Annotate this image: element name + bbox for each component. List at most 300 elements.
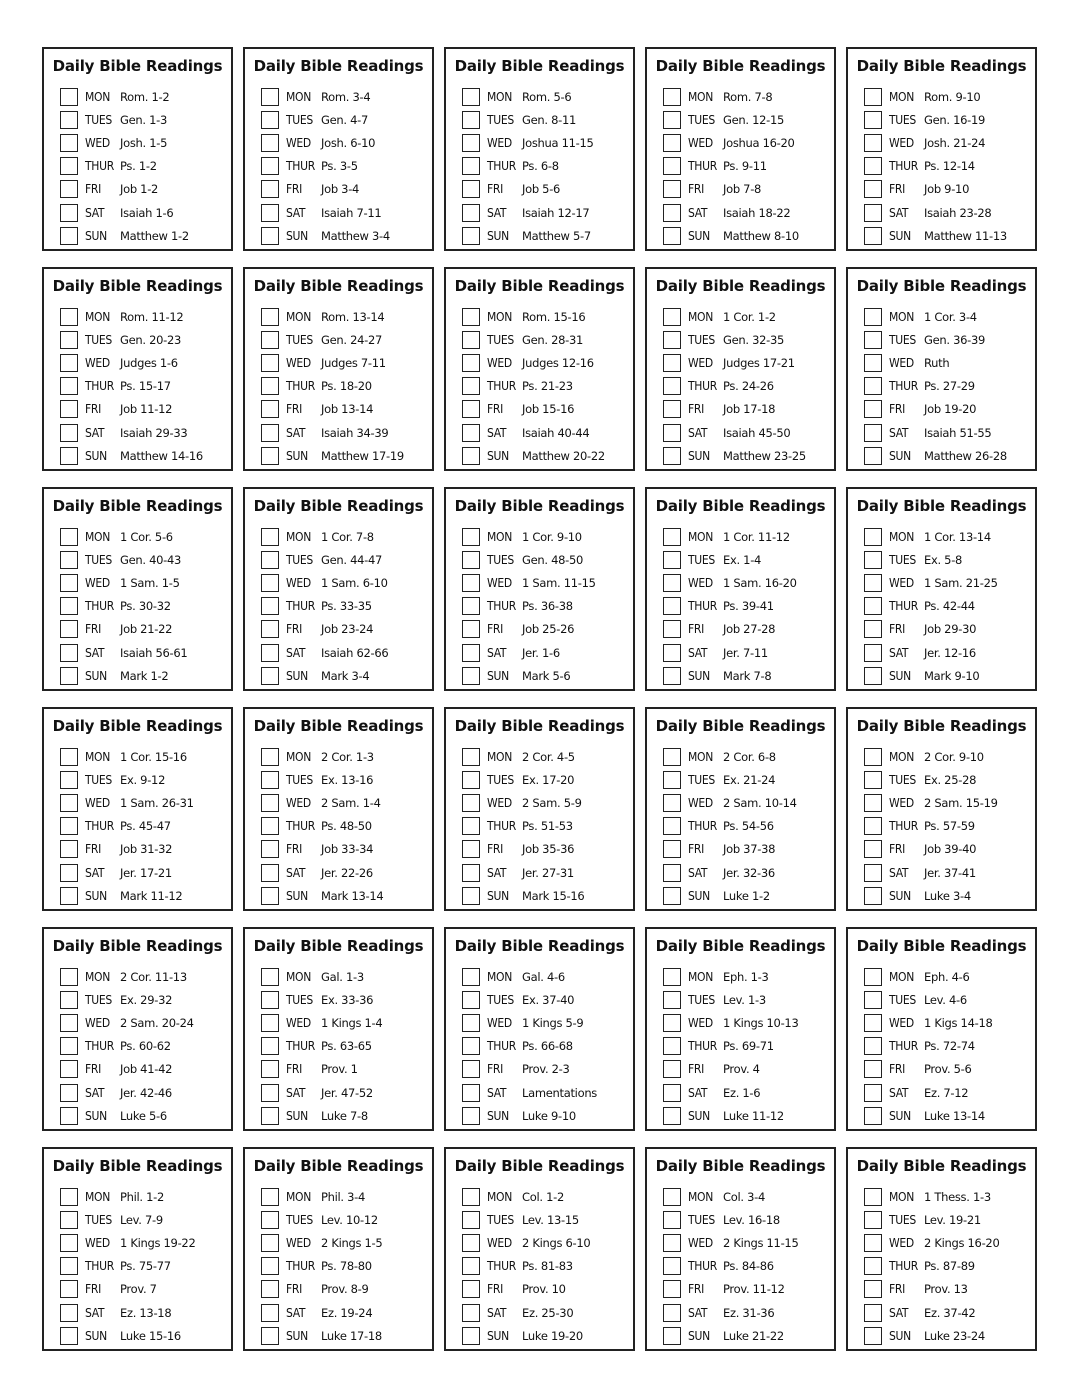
checkbox[interactable] — [864, 157, 882, 175]
checkbox[interactable] — [60, 157, 78, 175]
checkbox[interactable] — [60, 1257, 78, 1275]
checkbox[interactable] — [462, 1234, 480, 1252]
checkbox[interactable] — [864, 447, 882, 465]
checkbox[interactable] — [462, 748, 480, 766]
reading-reference: Ps. 27-29 — [924, 379, 975, 394]
checkbox[interactable] — [60, 528, 78, 546]
reading-row — [261, 791, 432, 814]
checkbox[interactable] — [462, 991, 480, 1009]
reading-row — [462, 745, 633, 768]
reading-reference: Job 9-10 — [924, 182, 970, 197]
reading-row — [663, 305, 834, 328]
checkbox[interactable] — [60, 1084, 78, 1102]
reading-row — [60, 988, 231, 1011]
checkbox[interactable] — [663, 204, 681, 222]
reading-row — [663, 1324, 834, 1347]
checkbox[interactable] — [60, 1304, 78, 1322]
checkbox[interactable] — [663, 331, 681, 349]
reading-row — [60, 1208, 231, 1231]
checkbox[interactable] — [462, 1084, 480, 1102]
checkbox[interactable] — [60, 1014, 78, 1032]
checkbox[interactable] — [864, 644, 882, 662]
checkbox[interactable] — [864, 331, 882, 349]
checkbox[interactable] — [864, 597, 882, 615]
day-label: MON — [85, 1189, 110, 1204]
card-title: Daily Bible Readings — [454, 1157, 625, 1175]
checkbox[interactable] — [663, 1060, 681, 1078]
checkbox[interactable] — [60, 377, 78, 395]
reading-row — [462, 155, 633, 178]
checkbox[interactable] — [60, 88, 78, 106]
checkbox[interactable] — [261, 134, 279, 152]
checkbox[interactable] — [462, 1060, 480, 1078]
checkbox[interactable] — [663, 308, 681, 326]
checkbox[interactable] — [864, 354, 882, 372]
reading-reference: Matthew 20-22 — [522, 448, 605, 463]
checkbox[interactable] — [462, 354, 480, 372]
reading-reference: Ex. 29-32 — [120, 992, 173, 1007]
checkbox[interactable] — [462, 308, 480, 326]
day-label: FRI — [85, 842, 101, 857]
checkbox[interactable] — [462, 1327, 480, 1345]
checkbox[interactable] — [864, 771, 882, 789]
checkbox[interactable] — [663, 667, 681, 685]
reading-reference: Matthew 8-10 — [723, 228, 799, 243]
checkbox[interactable] — [462, 794, 480, 812]
checkbox[interactable] — [663, 377, 681, 395]
card-title: Daily Bible Readings — [52, 57, 223, 75]
checkbox[interactable] — [864, 227, 882, 245]
checkbox[interactable] — [261, 887, 279, 905]
checkbox[interactable] — [60, 111, 78, 129]
checkbox[interactable] — [261, 574, 279, 592]
reading-reference: Jer. 37-41 — [924, 865, 976, 880]
checkbox[interactable] — [864, 817, 882, 835]
day-label: MON — [688, 529, 713, 544]
checkbox[interactable] — [462, 551, 480, 569]
checkbox[interactable] — [261, 551, 279, 569]
checkbox[interactable] — [864, 620, 882, 638]
reading-row — [462, 421, 633, 444]
checkbox[interactable] — [864, 424, 882, 442]
checkbox[interactable] — [261, 88, 279, 106]
checkbox[interactable] — [60, 991, 78, 1009]
day-label: TUES — [286, 772, 313, 787]
checkbox[interactable] — [60, 771, 78, 789]
reading-row — [261, 1035, 432, 1058]
checkbox[interactable] — [663, 1014, 681, 1032]
checkbox[interactable] — [60, 1107, 78, 1125]
checkbox[interactable] — [864, 134, 882, 152]
day-label: SAT — [286, 1085, 306, 1100]
reading-reference: Ex. 21-24 — [723, 772, 776, 787]
checkbox[interactable] — [663, 991, 681, 1009]
checkbox[interactable] — [462, 968, 480, 986]
reading-row — [60, 1255, 231, 1278]
checkbox[interactable] — [462, 424, 480, 442]
reading-row — [864, 861, 1035, 884]
checkbox[interactable] — [261, 1280, 279, 1298]
checkbox[interactable] — [663, 447, 681, 465]
checkbox[interactable] — [864, 528, 882, 546]
checkbox[interactable] — [462, 1014, 480, 1032]
reading-reference: 2 Cor. 9-10 — [924, 749, 984, 764]
checkbox[interactable] — [60, 574, 78, 592]
day-label: WED — [487, 355, 512, 370]
checkbox[interactable] — [261, 400, 279, 418]
checkbox[interactable] — [864, 1107, 882, 1125]
reading-row — [261, 421, 432, 444]
reading-reference: Ez. 19-24 — [321, 1305, 373, 1320]
checkbox[interactable] — [462, 331, 480, 349]
checkbox[interactable] — [60, 551, 78, 569]
reading-reference: Jer. 12-16 — [924, 645, 976, 660]
checkbox[interactable] — [663, 620, 681, 638]
checkbox[interactable] — [462, 817, 480, 835]
checkbox[interactable] — [60, 1037, 78, 1055]
day-label: TUES — [889, 1212, 916, 1227]
checkbox[interactable] — [261, 157, 279, 175]
checkbox[interactable] — [864, 1037, 882, 1055]
checkbox[interactable] — [663, 771, 681, 789]
checkbox[interactable] — [864, 887, 882, 905]
checkbox[interactable] — [462, 644, 480, 662]
checkbox[interactable] — [864, 968, 882, 986]
checkbox[interactable] — [261, 968, 279, 986]
checkbox[interactable] — [864, 1211, 882, 1229]
checkbox[interactable] — [864, 574, 882, 592]
reading-reference: 1 Kings 19-22 — [120, 1235, 196, 1250]
reading-row — [462, 1011, 633, 1034]
checkbox[interactable] — [462, 574, 480, 592]
checkbox[interactable] — [462, 180, 480, 198]
checkbox[interactable] — [462, 887, 480, 905]
checkbox[interactable] — [60, 1211, 78, 1229]
checkbox[interactable] — [261, 111, 279, 129]
checkbox[interactable] — [864, 1280, 882, 1298]
checkbox[interactable] — [462, 88, 480, 106]
checkbox[interactable] — [663, 400, 681, 418]
checkbox[interactable] — [60, 1280, 78, 1298]
checkbox[interactable] — [60, 597, 78, 615]
card-title: Daily Bible Readings — [856, 57, 1027, 75]
checkbox[interactable] — [462, 620, 480, 638]
checkbox[interactable] — [462, 227, 480, 245]
checkbox[interactable] — [864, 667, 882, 685]
day-label: THUR — [889, 819, 918, 834]
checkbox[interactable] — [663, 1188, 681, 1206]
day-label: SAT — [286, 865, 306, 880]
checkbox[interactable] — [663, 597, 681, 615]
checkbox[interactable] — [60, 134, 78, 152]
checkbox[interactable] — [864, 1014, 882, 1032]
reading-row — [462, 548, 633, 571]
checkbox[interactable] — [663, 968, 681, 986]
checkbox[interactable] — [60, 667, 78, 685]
checkbox[interactable] — [663, 864, 681, 882]
day-label: SUN — [688, 448, 710, 463]
checkbox[interactable] — [261, 227, 279, 245]
checkbox[interactable] — [60, 794, 78, 812]
checkbox[interactable] — [462, 1211, 480, 1229]
checkbox[interactable] — [261, 1037, 279, 1055]
reading-reference: Gen. 12-15 — [723, 112, 785, 127]
checkbox[interactable] — [663, 134, 681, 152]
day-label: SAT — [889, 645, 909, 660]
checkbox[interactable] — [663, 1234, 681, 1252]
checkbox[interactable] — [60, 354, 78, 372]
checkbox[interactable] — [462, 134, 480, 152]
checkbox[interactable] — [864, 180, 882, 198]
reading-reference: Isaiah 23-28 — [924, 205, 992, 220]
checkbox[interactable] — [663, 1107, 681, 1125]
checkbox[interactable] — [261, 1234, 279, 1252]
checkbox[interactable] — [462, 1037, 480, 1055]
checkbox[interactable] — [60, 864, 78, 882]
checkbox[interactable] — [663, 528, 681, 546]
reading-row — [60, 595, 231, 618]
checkbox[interactable] — [864, 794, 882, 812]
day-label: FRI — [889, 1282, 905, 1297]
day-label: TUES — [487, 1212, 514, 1227]
checkbox[interactable] — [261, 794, 279, 812]
reading-reference: 1 Cor. 1-2 — [723, 309, 776, 324]
reading-reference: Ps. 54-56 — [723, 819, 774, 834]
reading-reference: Rom. 5-6 — [522, 89, 572, 104]
checkbox[interactable] — [261, 180, 279, 198]
checkbox[interactable] — [261, 1211, 279, 1229]
checkbox[interactable] — [663, 1257, 681, 1275]
card-title: Daily Bible Readings — [454, 57, 625, 75]
reading-reference: Isaiah 34-39 — [321, 425, 389, 440]
checkbox[interactable] — [462, 447, 480, 465]
checkbox[interactable] — [261, 354, 279, 372]
checkbox[interactable] — [261, 840, 279, 858]
checkbox[interactable] — [663, 551, 681, 569]
checkbox[interactable] — [663, 1084, 681, 1102]
day-label: FRI — [889, 402, 905, 417]
checkbox[interactable] — [60, 620, 78, 638]
checkbox[interactable] — [60, 400, 78, 418]
checkbox[interactable] — [663, 817, 681, 835]
checkbox[interactable] — [261, 1257, 279, 1275]
checkbox[interactable] — [864, 111, 882, 129]
card-title: Daily Bible Readings — [655, 497, 826, 515]
checkbox[interactable] — [60, 204, 78, 222]
day-label: THUR — [889, 1259, 918, 1274]
checkbox[interactable] — [663, 794, 681, 812]
checkbox[interactable] — [663, 840, 681, 858]
day-label: THUR — [286, 1259, 315, 1274]
checkbox[interactable] — [261, 528, 279, 546]
checkbox[interactable] — [663, 1280, 681, 1298]
checkbox[interactable] — [864, 1060, 882, 1078]
reading-row — [462, 1104, 633, 1127]
reading-reference: Ps. 57-59 — [924, 819, 975, 834]
checkbox[interactable] — [261, 748, 279, 766]
checkbox[interactable] — [261, 667, 279, 685]
checkbox[interactable] — [864, 1327, 882, 1345]
checkbox[interactable] — [261, 424, 279, 442]
checkbox[interactable] — [663, 1037, 681, 1055]
reading-reference: Job 7-8 — [723, 182, 762, 197]
checkbox[interactable] — [864, 864, 882, 882]
checkbox[interactable] — [261, 644, 279, 662]
reading-row — [261, 1278, 432, 1301]
checkbox[interactable] — [261, 620, 279, 638]
checkbox[interactable] — [462, 400, 480, 418]
reading-row — [864, 745, 1035, 768]
reading-reference: Lamentations — [522, 1085, 597, 1100]
checkbox[interactable] — [60, 644, 78, 662]
reading-row — [462, 85, 633, 108]
checkbox[interactable] — [663, 1327, 681, 1345]
checkbox[interactable] — [60, 308, 78, 326]
day-label: MON — [286, 1189, 311, 1204]
day-label: THUR — [85, 599, 114, 614]
reading-reference: 1 Thess. 1-3 — [924, 1189, 991, 1204]
reading-row — [462, 571, 633, 594]
checkbox[interactable] — [261, 1188, 279, 1206]
checkbox[interactable] — [864, 1188, 882, 1206]
checkbox[interactable] — [261, 991, 279, 1009]
checkbox[interactable] — [864, 748, 882, 766]
checkbox[interactable] — [261, 817, 279, 835]
checkbox[interactable] — [261, 377, 279, 395]
checkbox[interactable] — [864, 991, 882, 1009]
reading-row — [663, 224, 834, 247]
checkbox[interactable] — [462, 111, 480, 129]
card-title: Daily Bible Readings — [454, 717, 625, 735]
checkbox[interactable] — [864, 400, 882, 418]
day-label: THUR — [688, 379, 717, 394]
reading-reference: Ps. 69-71 — [723, 1039, 774, 1054]
checkbox[interactable] — [462, 840, 480, 858]
checkbox[interactable] — [663, 88, 681, 106]
reading-reference: Luke 21-22 — [723, 1328, 784, 1343]
reading-row — [663, 965, 834, 988]
day-label: SAT — [286, 1305, 306, 1320]
checkbox[interactable] — [864, 1234, 882, 1252]
checkbox[interactable] — [60, 748, 78, 766]
checkbox[interactable] — [462, 157, 480, 175]
checkbox[interactable] — [261, 597, 279, 615]
checkbox[interactable] — [864, 840, 882, 858]
checkbox[interactable] — [60, 1234, 78, 1252]
checkbox[interactable] — [663, 644, 681, 662]
reading-reference: Josh. 21-24 — [924, 135, 986, 150]
checkbox[interactable] — [462, 528, 480, 546]
checkbox[interactable] — [462, 204, 480, 222]
checkbox[interactable] — [663, 157, 681, 175]
checkbox[interactable] — [60, 227, 78, 245]
reading-reference: 2 Kings 6-10 — [522, 1235, 591, 1250]
day-label: WED — [85, 1015, 110, 1030]
checkbox[interactable] — [261, 447, 279, 465]
checkbox[interactable] — [462, 1257, 480, 1275]
checkbox[interactable] — [462, 864, 480, 882]
checkbox[interactable] — [261, 1014, 279, 1032]
checkbox[interactable] — [663, 887, 681, 905]
day-label: THUR — [85, 159, 114, 174]
checkbox[interactable] — [663, 574, 681, 592]
reading-reference: Joshua 16-20 — [723, 135, 795, 150]
reading-row — [864, 1104, 1035, 1127]
checkbox[interactable] — [261, 1060, 279, 1078]
checkbox[interactable] — [60, 887, 78, 905]
checkbox[interactable] — [60, 1188, 78, 1206]
checkbox[interactable] — [864, 1304, 882, 1322]
checkbox[interactable] — [60, 331, 78, 349]
checkbox[interactable] — [462, 1280, 480, 1298]
card-title: Daily Bible Readings — [655, 277, 826, 295]
day-label: FRI — [286, 842, 302, 857]
checkbox[interactable] — [261, 1107, 279, 1125]
reading-row — [261, 815, 432, 838]
reading-reference: Matthew 26-28 — [924, 448, 1007, 463]
checkbox[interactable] — [60, 840, 78, 858]
day-label: TUES — [889, 772, 916, 787]
reading-row — [261, 131, 432, 154]
checkbox[interactable] — [864, 377, 882, 395]
checkbox[interactable] — [663, 227, 681, 245]
checkbox[interactable] — [261, 1084, 279, 1102]
reading-row — [864, 618, 1035, 641]
checkbox[interactable] — [663, 1211, 681, 1229]
card-title: Daily Bible Readings — [856, 937, 1027, 955]
checkbox[interactable] — [864, 308, 882, 326]
checkbox[interactable] — [864, 204, 882, 222]
checkbox[interactable] — [60, 1060, 78, 1078]
checkbox[interactable] — [60, 817, 78, 835]
checkbox[interactable] — [261, 771, 279, 789]
checkbox[interactable] — [261, 331, 279, 349]
checkbox[interactable] — [462, 377, 480, 395]
reading-reference: Ps. 39-41 — [723, 599, 774, 614]
checkbox[interactable] — [663, 1304, 681, 1322]
reading-reference: Luke 5-6 — [120, 1108, 167, 1123]
checkbox[interactable] — [261, 1327, 279, 1345]
checkbox[interactable] — [462, 1188, 480, 1206]
checkbox[interactable] — [864, 1084, 882, 1102]
checkbox[interactable] — [663, 180, 681, 198]
checkbox[interactable] — [462, 1304, 480, 1322]
checkbox[interactable] — [663, 748, 681, 766]
reading-reference: 2 Sam. 10-14 — [723, 795, 797, 810]
checkbox[interactable] — [462, 1107, 480, 1125]
reading-row — [462, 351, 633, 374]
checkbox[interactable] — [261, 308, 279, 326]
reading-row — [261, 351, 432, 374]
checkbox[interactable] — [864, 1257, 882, 1275]
checkbox[interactable] — [462, 771, 480, 789]
checkbox[interactable] — [60, 968, 78, 986]
checkbox[interactable] — [261, 864, 279, 882]
checkbox[interactable] — [663, 354, 681, 372]
checkbox[interactable] — [462, 667, 480, 685]
checkbox[interactable] — [462, 597, 480, 615]
checkbox[interactable] — [60, 447, 78, 465]
checkbox[interactable] — [663, 111, 681, 129]
checkbox[interactable] — [60, 1327, 78, 1345]
checkbox[interactable] — [864, 551, 882, 569]
checkbox[interactable] — [663, 424, 681, 442]
checkbox[interactable] — [60, 424, 78, 442]
checkbox[interactable] — [261, 1304, 279, 1322]
checkbox[interactable] — [864, 88, 882, 106]
checkbox[interactable] — [60, 180, 78, 198]
checkbox[interactable] — [261, 204, 279, 222]
